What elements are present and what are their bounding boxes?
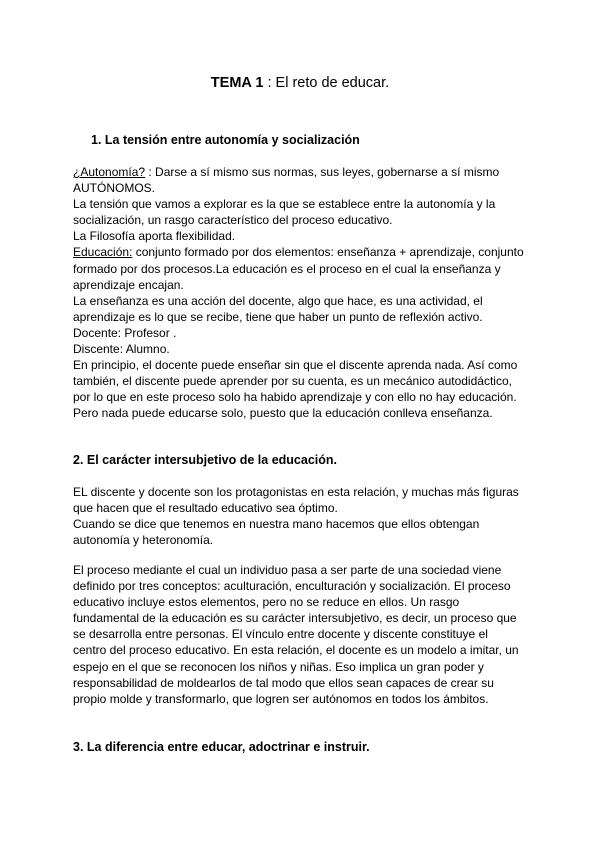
text-line: definido por tres conceptos: aculturación, enculturación y socialización. El proceso (73, 579, 511, 594)
text-line: Cuando se dice que tenemos en nuestra mano hacemos que ellos obtengan (73, 517, 480, 532)
text-line: que hacen que el resultado educativo sea óptimo. (73, 501, 338, 516)
text-line (73, 277, 543, 293)
section-3-heading: 3. La diferencia entre educar, adoctrinar e instruir. (73, 740, 370, 754)
text-line (73, 164, 543, 180)
section-1-heading: 1. La tensión entre autonomía y socialización (91, 133, 360, 147)
line-text: también, el discente puede aprender por su cuenta, es un mecánico autodidáctico, (73, 374, 512, 389)
section-2-paragraph-2 (73, 562, 543, 707)
text-line (73, 180, 543, 196)
term-label: ¿Autonomía? (73, 165, 146, 179)
section-2-paragraph-1 (73, 484, 543, 548)
text-line: educativo incluye estos elementos, pero no se reduce en ellos. Un rasgo (73, 595, 460, 610)
term-label: Educación: (73, 245, 133, 260)
section-2-heading: 2. El carácter intersubjetivo de la educación. (73, 453, 337, 467)
line-text: En principio, el docente puede enseñar sin que el discente aprenda nada. Así como (73, 358, 518, 373)
text-line: propio molde y transformarlo, que logren ser autónomos en todos los ámbitos. (73, 691, 489, 706)
text-line (73, 196, 543, 212)
line-text: AUTÓNOMOS. (73, 181, 156, 196)
line-text: socialización, un rasgo característico del proceso educativo. (73, 213, 393, 228)
line-text: aprendizaje es lo que se recibe, tiene que haber un punto de reflexión activo. (73, 309, 483, 324)
line-text: aprendizaje encajan. (73, 277, 184, 292)
text-line (73, 212, 543, 228)
line-text: La tensión que vamos a explorar es la que se establece entre la autonomía y la (73, 197, 496, 212)
text-line (73, 389, 543, 405)
line-text: La Filosofía aporta flexibilidad. (73, 229, 236, 244)
text-line (73, 293, 543, 309)
line-text: por lo que en este proceso solo ha habido aprendizaje y con ello no hay educación. (73, 390, 517, 405)
text-line: responsabilidad de moldearlos de tal modo que ellos sean capaces de crear su (73, 675, 494, 690)
line-text: formado por dos procesos.La educación es el proceso en el cual la enseñanza y (73, 261, 501, 276)
title-topic: TEMA 1 (210, 75, 264, 91)
line-text: Docente: Profesor . (73, 325, 177, 340)
title-text: : El reto de educar. (263, 75, 390, 91)
page-title (0, 74, 600, 92)
text-line (73, 244, 543, 260)
text-line: se desarrolla entre personas. El vínculo entre docente y discente constituye el (73, 627, 488, 642)
line-text: La enseñanza es una acción del docente, algo que hace, es una actividad, el (73, 293, 483, 308)
text-line (73, 357, 543, 373)
line-text: conjunto formado por dos elementos: enseñanza + aprendizaje, conjunto (132, 245, 524, 260)
text-line (73, 325, 543, 341)
text-line: EL discente y docente son los protagonistas en esta relación, y muchas más figuras (73, 485, 519, 499)
text-line: El proceso mediante el cual un individuo pasa a ser parte de una sociedad viene (73, 563, 502, 577)
line-text: Pero nada puede educarse solo, puesto que la educación conlleva enseñanza. (73, 406, 493, 421)
text-line: autonomía y heteronomía. (73, 533, 214, 548)
text-line (73, 309, 543, 325)
text-line: espejo en el que se reconocen los niños y niñas. Eso implica un gran poder y (73, 659, 484, 674)
line-text: Discente: Alumno. (73, 342, 170, 357)
line-text: : Darse a sí mismo sus normas, sus leyes, gobernarse a sí mismo (145, 165, 500, 179)
section-1-body (73, 164, 543, 422)
text-line (73, 405, 543, 421)
text-line (73, 261, 543, 277)
text-line: centro del proceso educativo. En esta relación, el docente es un modelo a imitar, un (73, 643, 519, 658)
text-line: fundamental de la educación es su carácter intersubjetivo, es decir, un proceso que (73, 611, 517, 626)
text-line (73, 228, 543, 244)
text-line (73, 341, 543, 357)
text-line (73, 373, 543, 389)
